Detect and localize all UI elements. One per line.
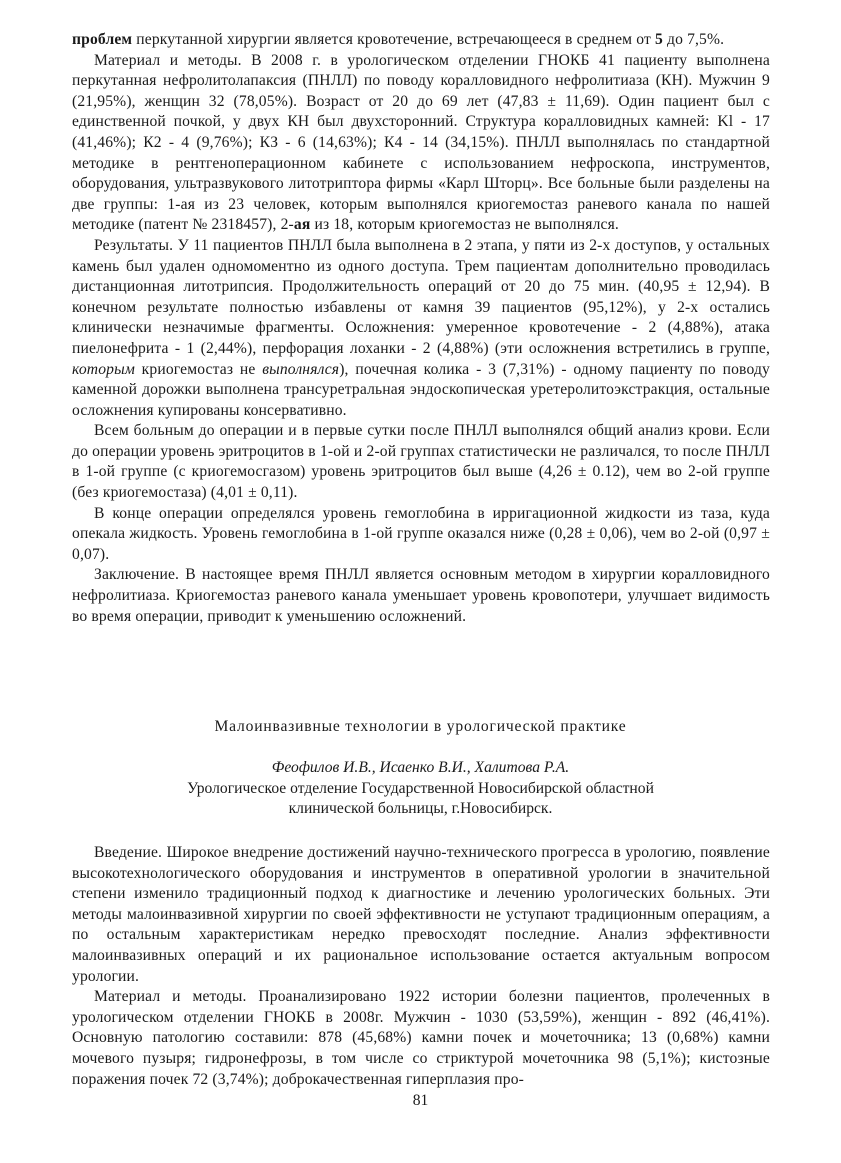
article-title: Малоинвазивные технологии в урологической практике (214, 718, 627, 735)
paragraph-materials-methods: Материал и методы. Проанализировано 1922 истории болезни пациентов, пролеченных в урологическом отделении ГНОКБ в 2008г. Мужчин - 1030 (53,59%), женщин - 892 (46,41%). Основную патологию составили: 878 (45,68%) камни почек и мочеточника; 13 (0,68%) камни мочевого пузыря; гидронефрозы, в том числе со стриктурой мочеточника 98 (5,1%); кистозные поражения почек 72 (3,74%); доброкачественная гиперплазия про- (72, 988, 770, 1088)
affiliation-line-1: Урологическое отделение Государственной Новосибирской областной (187, 779, 654, 797)
new-article-body (72, 843, 770, 1090)
author-names: Феофилов И.В., Исаенко В.И., Халитова Р.А. (271, 759, 570, 776)
previous-article-body (72, 30, 770, 627)
paragraph-conclusion: Заключение. В настоящее время ПНЛЛ является основным методом в хирургии коралловидного нефролитиаза. Криогемостаз раневого канала уменьшает уровень кровопотери, улучшает видимость во время операции, приводит к уменьшению осложнений. (72, 566, 770, 625)
paragraph-results: Результаты. У 11 пациентов ПНЛЛ была выполнена в 2 этапа, у пяти из 2-х доступов, у остальных камень был удален одномоментно из одного доступа. Трем пациентам дополнительно проводилась дистанционная литотрипсия. Продолжительность операций от 20 до 75 мин. (40,95 ± 12,94). В конечном результате полностью избавлены от камня 39 пациентов (95,12%), у 2-х остались клинически незначимые фрагменты. Осложнения: умеренное кровотечение - 2 (4,88%), атака пиелонефрита - 1 (2,44%), перфорация лоханки - 2 (4,88%) (эти осложнения встретились в группе, которым криогемостаз не выполнялся), почечная колика - 3 (7,31%) - одному пациенту по поводу каменной дорожки выполнена трансуретральная эндоскопическая уретеролитоэкстракция, остальные осложнения купированы консервативно. (72, 236, 770, 419)
paragraph-introduction: Введение. Широкое внедрение достижений научно-технического прогресса в урологию, появление высокотехнологического оборудования и инструментов в оперативной урологии в значительной степени изменило традиционный подход к диагностике и лечению урологических больных. Эти методы малоинвазивной хирургии по своей эффективности не уступают традиционным операциям, а по остальным характеристикам нередко превосходят последние. Анализ эффективности малоинвазивных операций и их рациональное использование остается актуальным вопросом урологии. (72, 844, 770, 985)
paragraph-intro-continuation: проблем перкутанной хирургии является кровотечение, встречающееся в среднем от 5 до 7,5%. (72, 31, 725, 48)
affiliation-line-2: клинической больницы, г.Новосибирск. (288, 800, 553, 817)
paragraph-hemoglobin: В конце операции определялся уровень гемоглобина в ирригационной жидкости из таза, куда опекала жидкость. Уровень гемоглобина в 1-ой группе оказался ниже (0,28 ± 0,06), чем во 2-ой (0,97 ± 0,07). (72, 504, 770, 563)
paragraph-methods: Материал и методы. В 2008 г. в урологическом отделении ГНОКБ 41 пациенту выполнена перкутанная нефролитолапаксия (ПНЛЛ) по поводу коралловидного нефролитиаза (КН). Мужчин 9 (21,95%), женщин 32 (78,05%). Возраст от 20 до 69 лет (47,83 ± 11,69). Один пациент был с единственной почкой, у двух КН был двухсторонний. Структура коралловидных камней: Kl - 17 (41,46%); К2 - 4 (9,76%); КЗ - 6 (14,63%); К4 - 14 (34,15%). ПНЛЛ выполнялась по стандартной методике в рентгеноперационном кабинете с использованием нефроскопа, инструментов, оборудования, ультразвукового литотриптора фирмы «Карл Шторц». Все больные были разделены на две группы: 1-ая из 23 человек, которым выполнялся криогемостаз раневого канала по нашей методике (патент № 2318457), 2-ая из 18, которым криогемостаз не выполнялся. (72, 51, 770, 234)
paragraph-blood-analysis: Всем больным до операции и в первые сутки после ПНЛЛ выполнялся общий анализ крови. Если до операции уровень эритроцитов в 1-ой и 2-ой группах статистически не различался, то после ПНЛЛ в 1-ой группе (с криогемосгазом) уровень эритроцитов был выше (4,26 ± 0.12), чем во 2-ой группе (без криогемостаза) (4,01 ± 0,11). (72, 422, 770, 502)
page-number: 81 (412, 1092, 429, 1109)
article-authors-block (0, 758, 841, 820)
